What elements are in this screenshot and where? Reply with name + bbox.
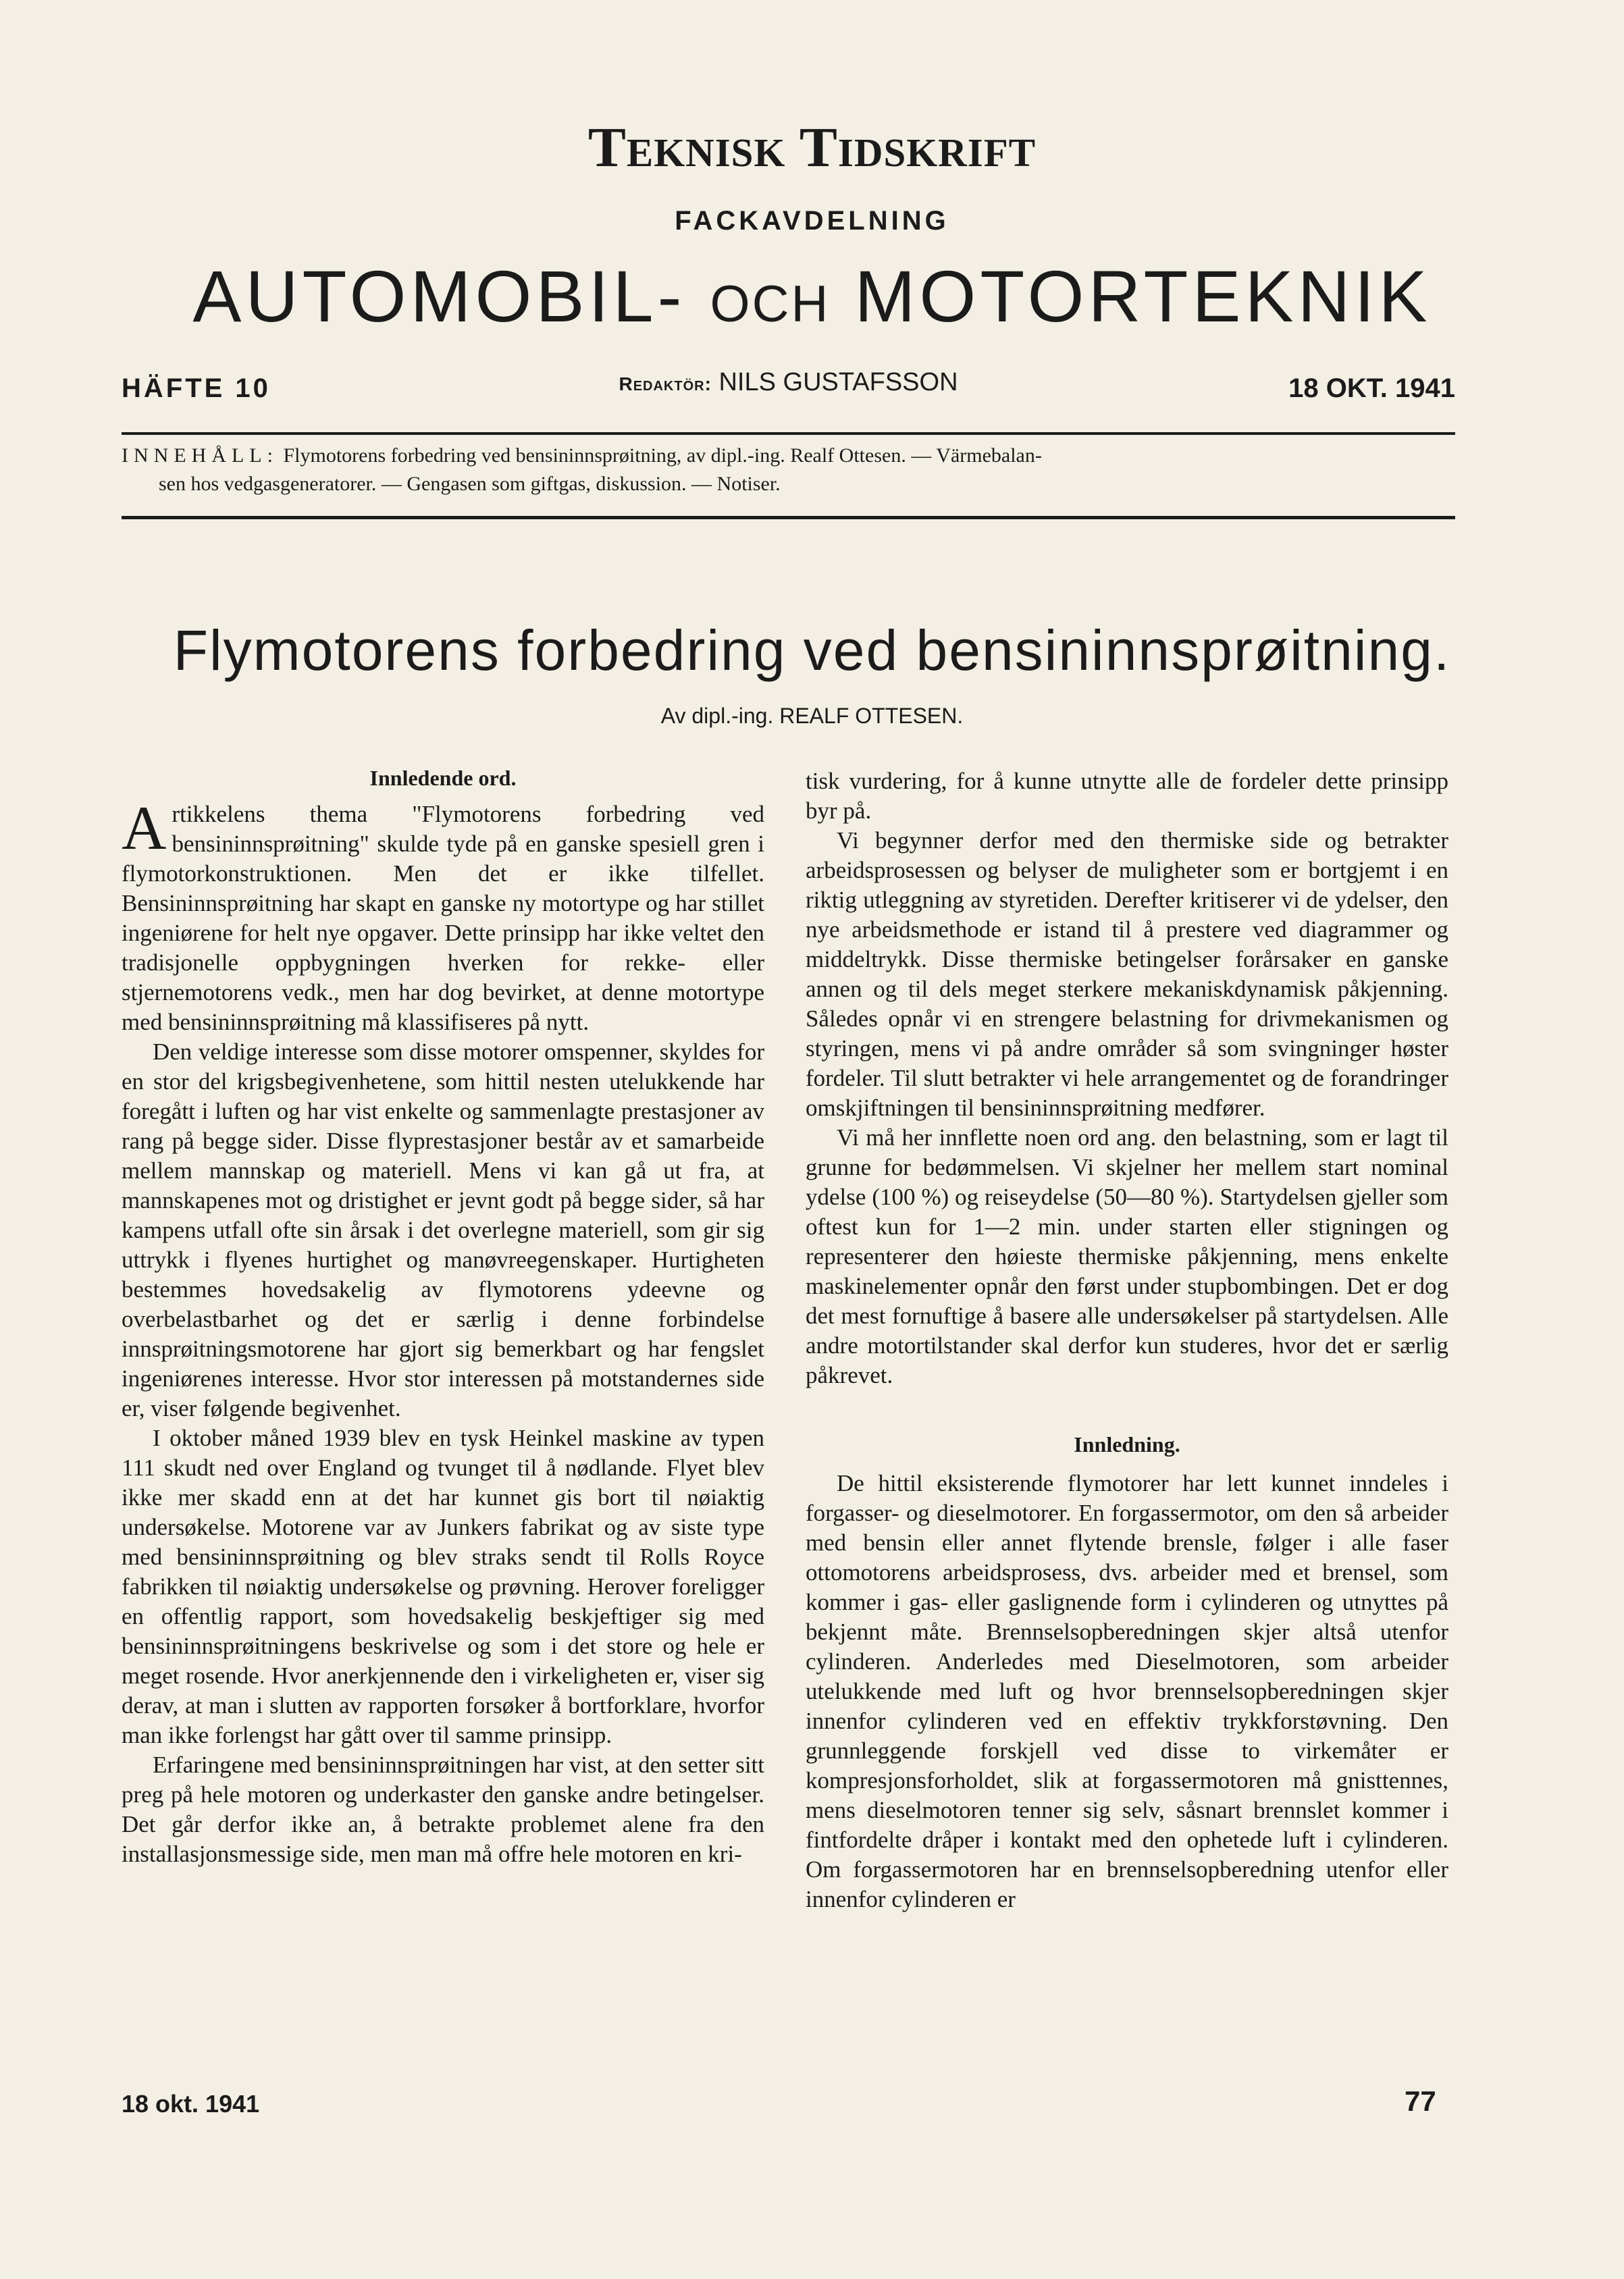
editor-line	[122, 368, 1455, 397]
subheading-innledende-ord: Innledende ord.	[369, 766, 517, 790]
paragraph	[122, 793, 764, 1037]
contents-bottom-rule	[122, 516, 1455, 519]
page-number: 77	[1405, 2085, 1436, 2117]
editor-name: NILS GUSTAFSSON	[718, 368, 958, 396]
issue-number: HÄFTE 10	[122, 373, 271, 403]
section-title-part2: MOTORTEKNIK	[854, 255, 1432, 337]
table-of-contents	[122, 442, 1455, 498]
left-column	[122, 763, 764, 1869]
contents-label: INNEHÅLL:	[122, 444, 278, 467]
right-column	[806, 766, 1448, 1914]
paragraph: I oktober måned 1939 blev en tysk Heinkel maskine av typen 111 skudt ned over England og tvunget til å nødlande. Flyet blev ikke mer skadd enn at det har kunnet gis bort til nøiaktig undersøkelse. Motorene var av Junkers fabrikat og av siste type med bensininnsprøitning og blev straks sendt til Rolls Royce fabrikken til nøiaktig undersøkelse og prøvning. Herover foreligger en offentlig rapport, som hovedsakelig beskjeftiger sig med bensininnsprøitningens beskrivelse og som i det store og hele er meget rosende. Hvor anerkjennende den i virkeligheten er, viser sig derav, at man i slutten av rapporten forsøker å bortforklare, hvorfor man ikke forlengst har gått over til samme prinsipp.	[122, 1425, 764, 1748]
section-title	[0, 257, 1624, 337]
paragraph: De hittil eksisterende flymotorer har lett kunnet inndeles i forgasser- og dieselmotorer. En forgassermotor, om den så arbeider med bensin eller annet flytende brensle, følger i alle faser ottomotorens arbeidsprosess, dvs. arbeider med et brensel, som kommer i gas- eller gaslignende form i cylinderen og utnyttes på bekjennt måte. Brennselsopberedningen skjer altså utenfor cylinderen. Anderledes med Dieselmotoren, som arbeider utelukkende med luft og hvor brennselsopberedningen skjer innenfor cylinderen ved en effektiv trykkforstøvning. Den grunnleggende forskjell ved disse to virkemåter er kompresjonsforholdet, slik at forgassermotoren må gnisttennes, mens dieselmotoren tenner sig selv, såsnart brennslet kommer i fintfordelte dråper i kontakt med den ophetede luft i cylinderen. Om forgassermotoren har en brennselsopberedning utenfor eller innenfor cylinderen er	[806, 1470, 1448, 1912]
paragraph: tisk vurdering, for å kunne utnytte alle de fordeler dette prinsipp byr på.	[806, 768, 1448, 824]
section-label: FACKAVDELNING	[675, 206, 949, 236]
footer-date: 18 okt. 1941	[122, 2090, 260, 2118]
paragraph: Vi må her innflette noen ord ang. den belastning, som er lagt til grunne for bedømmelsen. Vi skjelner her mellem start nominal ydelse (100 %) og reiseydelse (50—80 %). Startydelsen gjeller som oftest kun for 1—2 min. under starten eller stigningen og representerer den høieste thermiske påkjenning, mens enkelte maskinelementer opnår den først under stupbombingen. Det er dog det mest fornuftige å basere alle undersøkelser på startydelsen. Alle andre motortilstander skal derfor kun studeres, hvor det er særlig påkrevet.	[806, 1124, 1448, 1388]
contents-line-1: Flymotorens forbedring ved bensininnsprøitning, av dipl.-ing. Realf Ottesen. — Värmebalan-	[283, 444, 1042, 467]
editor-label: Redaktör:	[619, 373, 712, 394]
paragraph: Vi begynner derfor med den thermiske side og betrakter arbeidsprosessen og belyser de muligheter som er bortgjemt i en riktig utleggning av styretiden. Derefter kritiserer vi de ydelser, den nye arbeidsmethode er istand til å prestere ved diagrammer og middeltrykk. Disse thermiske betingelser forårsaker en ganske annen og til dels meget sterkere mekaniskdynamisk påkjenning. Således opnår vi en strengere belastning for drivmekanismen og styringen, mens vi på andre områder så som svingninger høster fordeler. Til slutt betrakter vi hele arrangementet og de forandringer omskjiftningen til bensininnsprøitning medfører.	[806, 827, 1448, 1121]
article-byline: Av dipl.-ing. REALF OTTESEN.	[660, 704, 964, 728]
section-title-och: OCH	[710, 276, 831, 333]
contents-line-2: sen hos vedgasgeneratorer. — Gengasen som giftgas, diskussion. — Notiser.	[159, 473, 781, 495]
issue-row	[122, 368, 1455, 409]
journal-title: Teknisk Tidskrift	[587, 116, 1037, 179]
drop-cap: A	[122, 793, 167, 862]
section-title-part1: AUTOMOBIL-	[192, 255, 686, 337]
subheading-innledning: Innledning.	[1074, 1432, 1180, 1457]
article-title: Flymotorens forbedring ved bensininnsprøitning.	[173, 619, 1451, 682]
paragraph: Den veldige interesse som disse motorer omspenner, skyldes for en stor del krigsbegivenhetene, som hittil nesten utelukkende har foregått i luften og har vist enkelte og sammenlagte prestasjoner av rang på begge sider. Disse flyprestasjoner består av et samarbeide mellem mannskap og materiell. Mens vi kan gå ut fra, at mannskapenes mot og dristighet er jevnt godt på begge sider, så har kampens utfall ofte sin årsak i det overlegne materiell, som gir sig uttrykk i flyenes hurtighet og manøvreegenskaper. Hurtigheten bestemmes hovedsakelig av flymotorens ydeevne og overbelastbarhet og det er særlig i denne forbindelse innsprøitningsmotorene har gjort sig bemerkbart og har fengslet ingeniørenes interesse. Hvor stor interessen på motstandernes side er, viser følgende begivenhet.	[122, 1039, 764, 1421]
paragraph: Erfaringene med bensininnsprøitningen har vist, at den setter sitt preg på hele motoren og underkaster den ganske andre betingelser. Det går derfor ikke an, å betrakte problemet alene fra den installasjonsmessige side, men man må offre hele motoren en kri-	[122, 1752, 764, 1867]
paragraph-text: rtikkelens thema "Flymotorens forbedring ved bensininnsprøitning" skulde tyde på en ganske spesiell gren i flymotorkonstruktionen. Men det er ikke tilfellet. Bensininnsprøitning har skapt en ganske ny motortype og har stillet ingeniørene for helt nye opgaver. Dette prinsipp har ikke veltet den tradisjonelle oppbygningen hverken for rekke- eller stjernemotorens vedk., men har dog bevirket, at denne motortype med bensininnsprøitning må klassifiseres på nytt.	[122, 801, 764, 1035]
issue-date: 18 OKT. 1941	[1288, 373, 1455, 403]
contents-top-rule	[122, 432, 1455, 435]
